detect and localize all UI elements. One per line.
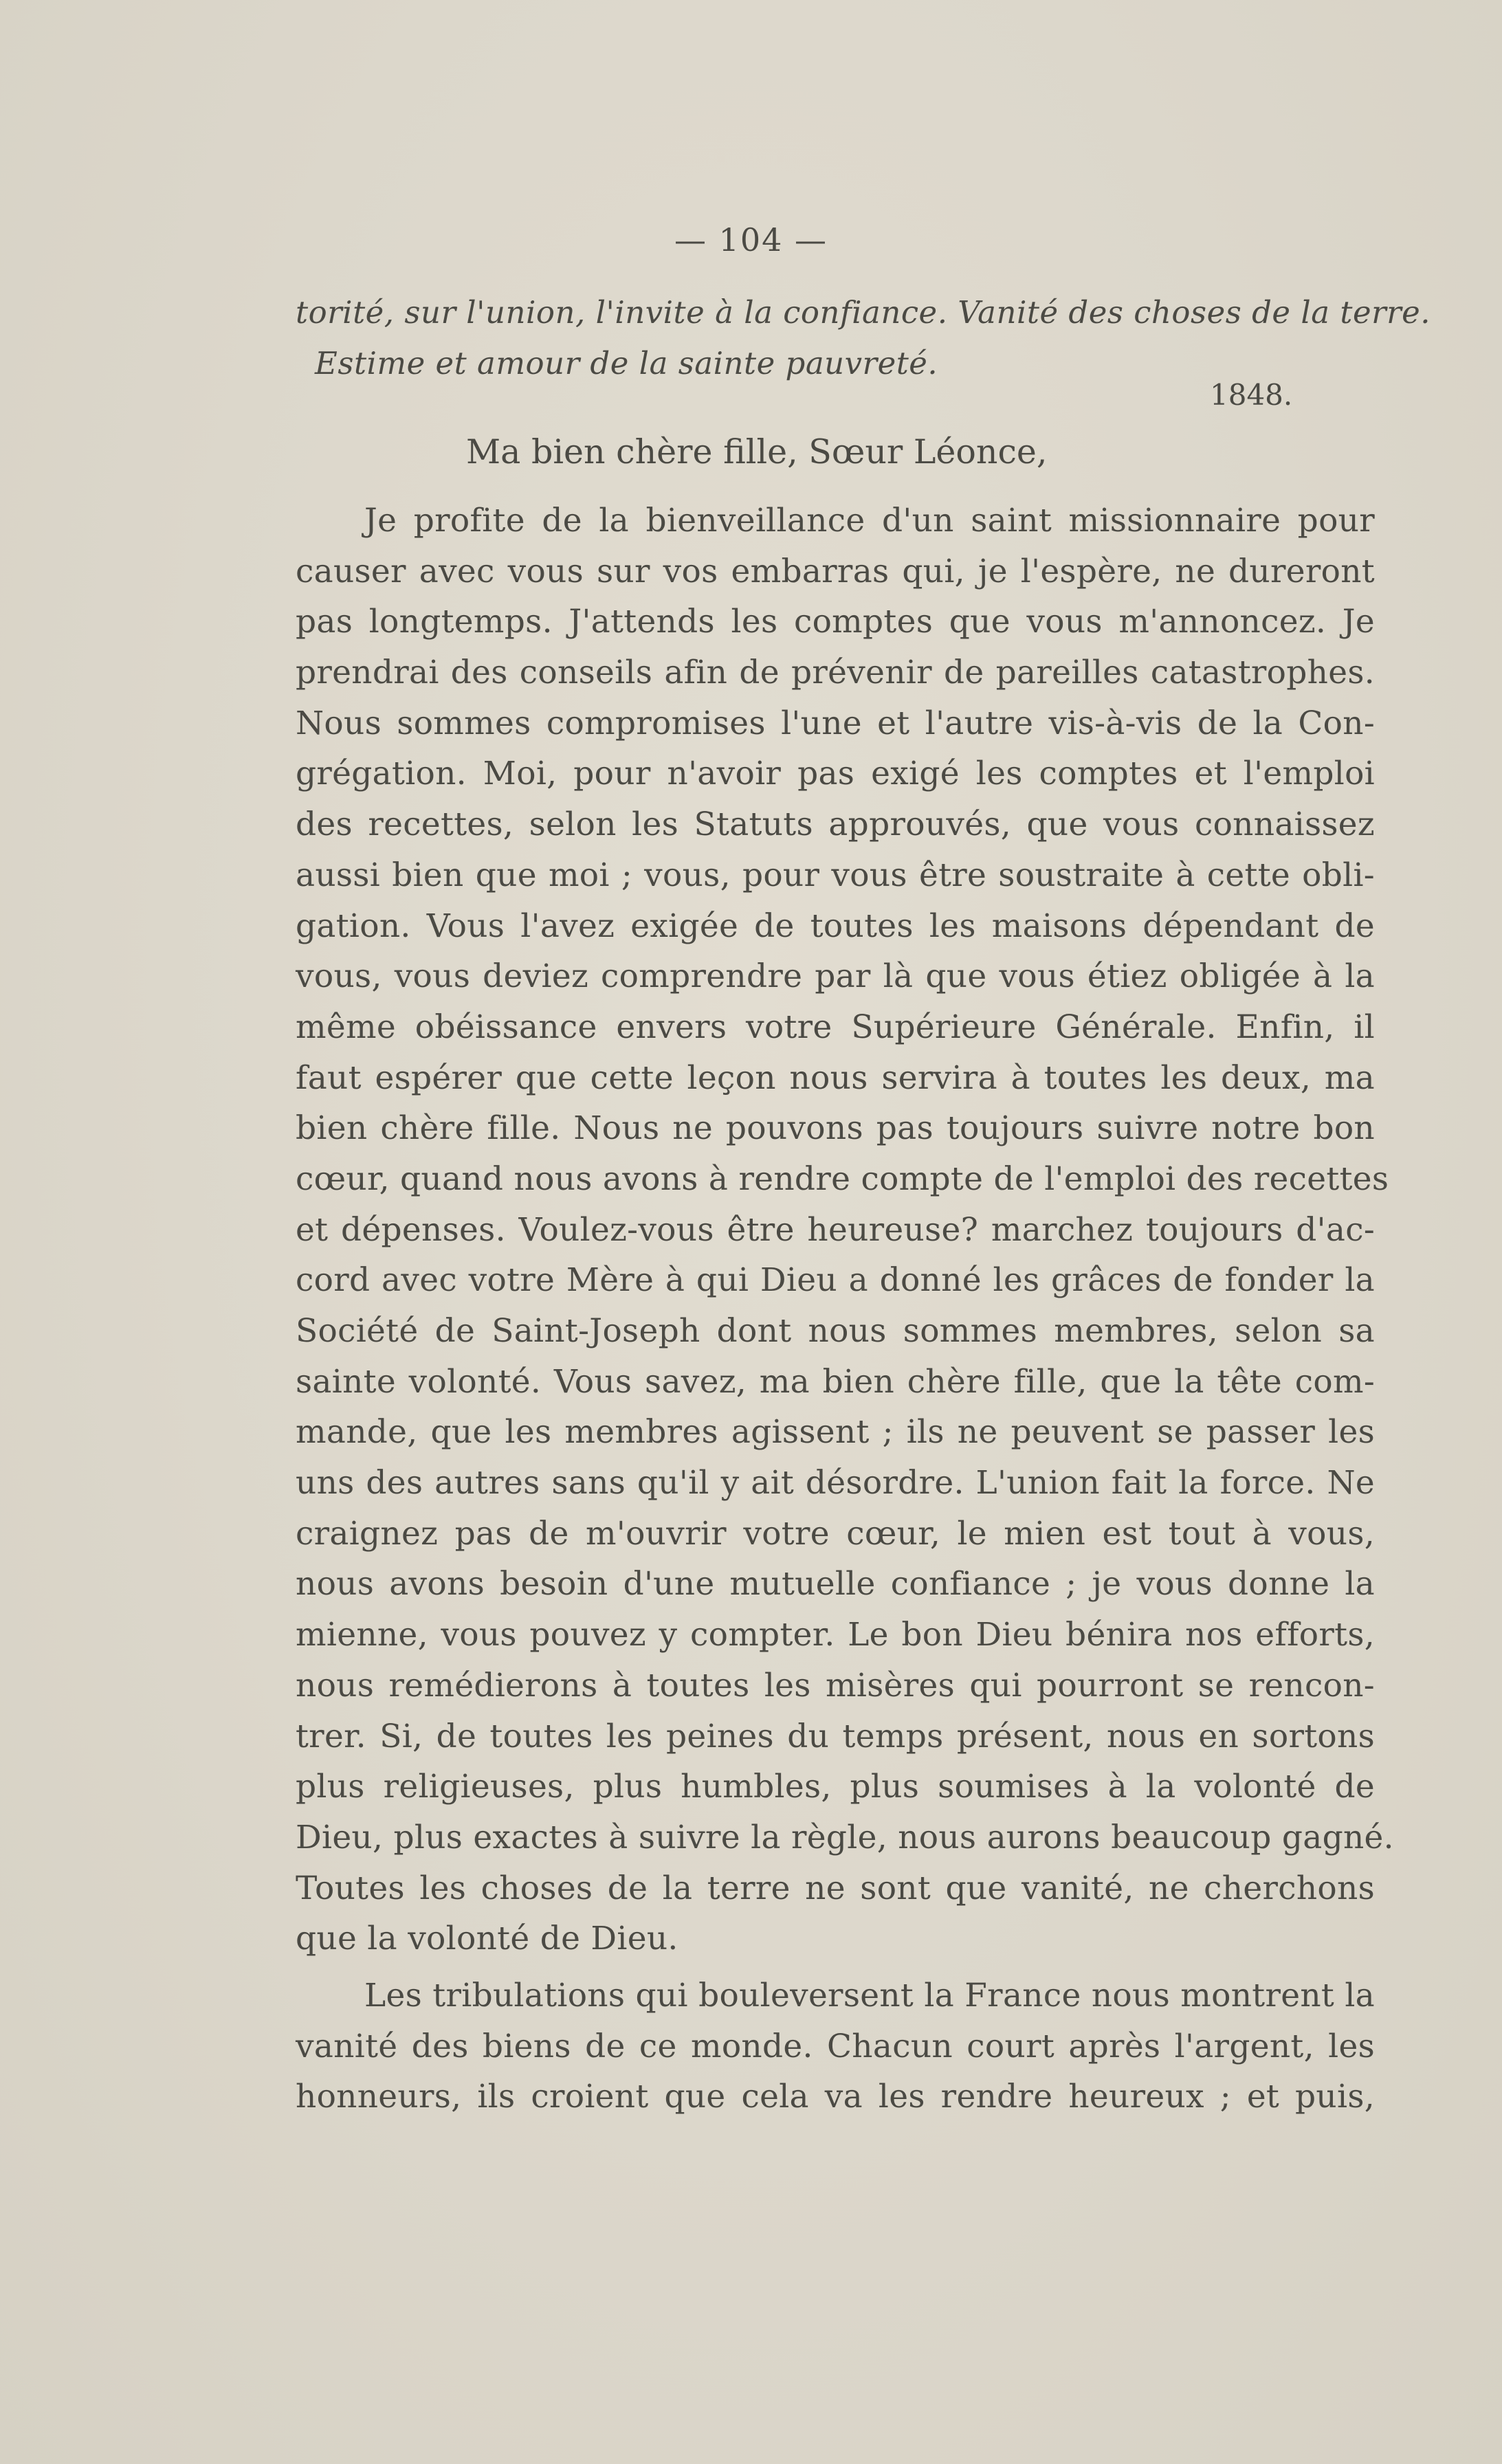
text-line: Je profite de la bienveillance d'un saint missionnaire pour [364, 502, 1375, 540]
text-line: que la volonté de Dieu. [296, 1920, 678, 1958]
text-line: plus religieuses, plus humbles, plus soumises à la volonté de [296, 1768, 1375, 1806]
text-line: cord avec votre Mère à qui Dieu a donné les grâces de fonder la [296, 1261, 1375, 1300]
text-line: Les tribulations qui bouleversent la France nous montrent la [364, 1977, 1375, 2015]
text-line: même obéissance envers votre Supérieure Générale. Enfin, il [296, 1008, 1375, 1046]
text-line: des recettes, selon les Statuts approuvés, que vous connaissez [296, 806, 1375, 844]
letter-summary [296, 287, 1431, 389]
summary-line: torité, sur l'union, l'invite à la confiance. Vanité des choses de la terre. [296, 294, 1431, 331]
text-line: Société de Saint-Joseph dont nous sommes membres, selon sa [296, 1312, 1375, 1350]
text-line: faut espérer que cette leçon nous servira à toutes les deux, ma [296, 1058, 1375, 1097]
text-line: nous avons besoin d'une mutuelle confiance ; je vous donne la [296, 1565, 1375, 1603]
text-line: gation. Vous l'avez exigée de toutes les maisons dépendant de [296, 907, 1375, 945]
text-line: Toutes les choses de la terre ne sont que vanité, ne cherchons [296, 1869, 1375, 1907]
text-line: prendrai des conseils afin de prévenir de pareilles catastrophes. [296, 654, 1375, 692]
text-line: Dieu, plus exactes à suivre la règle, nous aurons beaucoup gagné. [296, 1818, 1394, 1856]
text-line: et dépenses. Voulez-vous être heureuse? marchez toujours d'ac- [296, 1210, 1375, 1249]
text-line: causer avec vous sur vos embarras qui, je l'espère, ne dureront [296, 552, 1375, 590]
text-line: cœur, quand nous avons à rendre compte de l'emploi des recettes [296, 1159, 1389, 1198]
text-line: bien chère fille. Nous ne pouvons pas toujours suivre notre bon [296, 1109, 1375, 1148]
salutation: Ma bien chère fille, Sœur Léonce, [466, 432, 1048, 471]
summary-line: Estime et amour de la sainte pauvreté. [315, 345, 938, 381]
text-line: uns des autres sans qu'il y ait désordre. L'union fait la force. Ne [296, 1464, 1375, 1502]
text-line: trer. Si, de toutes les peines du temps présent, nous en sortons [296, 1717, 1375, 1755]
page-number: — 104 — [674, 221, 828, 258]
text-line: craignez pas de m'ouvrir votre cœur, le mien est tout à vous, [296, 1514, 1375, 1553]
text-line: honneurs, ils croient que cela va les rendre heureux ; et puis, [296, 2078, 1375, 2116]
text-line: aussi bien que moi ; vous, pour vous être soustraite à cette obli- [296, 856, 1375, 894]
text-line: mienne, vous pouvez y compter. Le bon Dieu bénira nos efforts, [296, 1616, 1375, 1654]
paragraph-1 [296, 496, 1394, 1964]
text-line: sainte volonté. Vous savez, ma bien chère fille, que la tête com- [296, 1362, 1375, 1401]
text-line: grégation. Moi, pour n'avoir pas exigé les comptes et l'emploi [296, 755, 1375, 793]
text-line: pas longtemps. J'attends les comptes que vous m'annoncez. Je [296, 603, 1375, 641]
text-line: mande, que les membres agissent ; ils ne peuvent se passer les [296, 1413, 1375, 1452]
text-line: vous, vous deviez comprendre par là que vous étiez obligée à la [296, 957, 1375, 996]
letter-date: 1848. [1210, 378, 1293, 412]
text-line: nous remédierons à toutes les misères qui pourront se rencon- [296, 1666, 1375, 1705]
text-line: Nous sommes compromises l'une et l'autre vis-à-vis de la Con- [296, 704, 1375, 742]
text-line: vanité des biens de ce monde. Chacun court après l'argent, les [296, 2027, 1375, 2065]
paragraph-2 [296, 1971, 1375, 2122]
